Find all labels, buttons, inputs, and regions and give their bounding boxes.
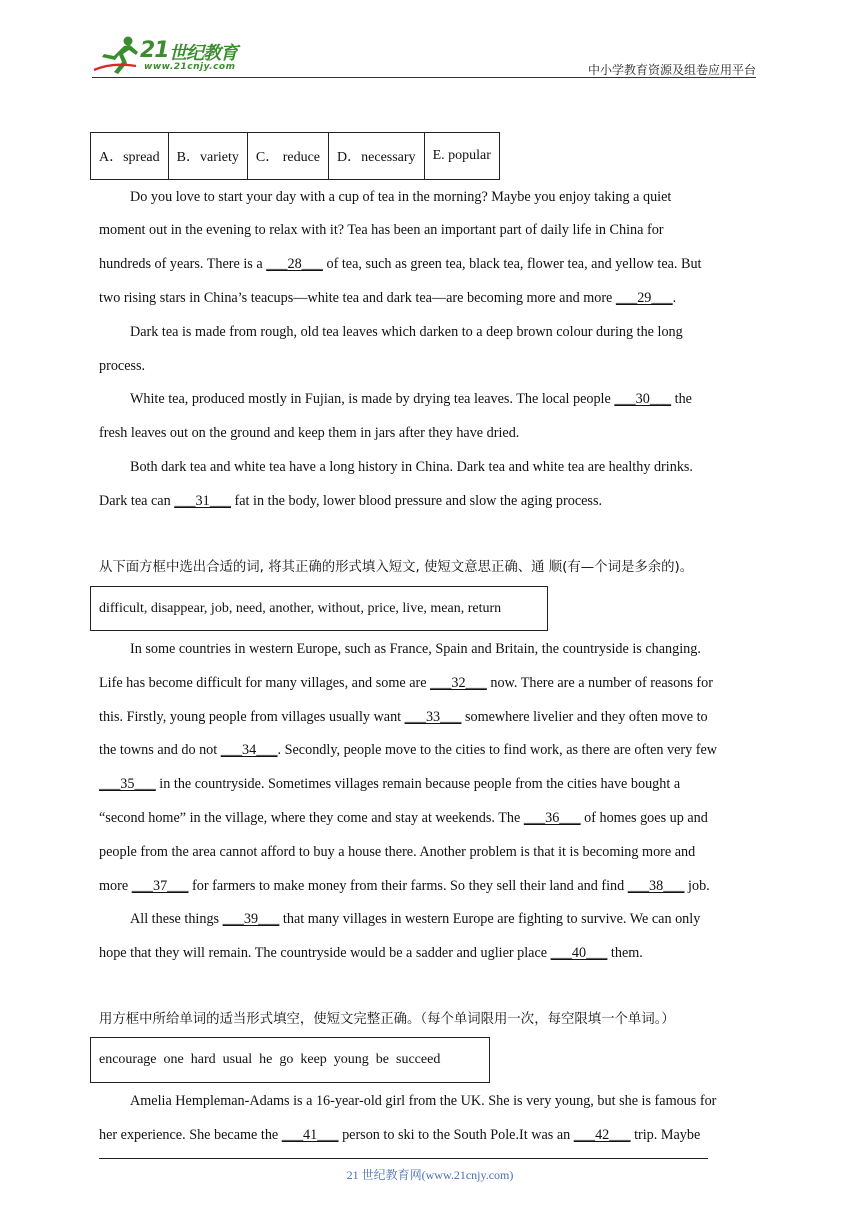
section2-word-box: difficult, disappear, job, need, another, without, price, live, mean, return bbox=[90, 586, 548, 631]
choice-word-table bbox=[90, 132, 500, 180]
page-header bbox=[92, 34, 756, 78]
blank-30[interactable]: ___30___ bbox=[614, 391, 672, 407]
blank-40[interactable]: ___40___ bbox=[550, 945, 608, 961]
passage-line bbox=[99, 741, 717, 759]
section2-instruction: 从下面方框中选出合适的词, 将其正确的形式填入短文, 使短文意思正确、通 顺(有—个词是多余的)。 bbox=[99, 560, 694, 575]
footer-divider bbox=[99, 1158, 708, 1159]
choice-e: E. popular bbox=[424, 133, 499, 180]
passage-line bbox=[130, 390, 692, 408]
text-run: person to ski to the South Pole.It was an bbox=[338, 1127, 574, 1143]
text-run: for farmers to make money from their farms. So they sell their land and find bbox=[188, 878, 628, 894]
choice-row bbox=[91, 133, 500, 180]
logo-number: 21 bbox=[140, 38, 169, 63]
passage-line: Do you love to start your day with a cup of tea in the morning? Maybe you enjoy taking a quiet bbox=[130, 189, 672, 205]
text-run: that many villages in western Europe are fighting to survive. We can only bbox=[279, 911, 701, 927]
choice-b: B．variety bbox=[168, 133, 247, 180]
blank-41[interactable]: ___41___ bbox=[281, 1127, 339, 1143]
choice-c: C． reduce bbox=[247, 133, 328, 180]
passage-line bbox=[99, 674, 713, 692]
text-run: All these things bbox=[130, 911, 223, 927]
choice-a: A．spread bbox=[91, 133, 169, 180]
text-run: . bbox=[672, 290, 677, 306]
text-run: Dark tea can bbox=[99, 493, 175, 509]
blank-31[interactable]: ___31___ bbox=[174, 493, 231, 509]
text-run: White tea, produced mostly in Fujian, is made by drying tea leaves. The local people bbox=[130, 391, 615, 407]
section3-word-box: encourage one hard usual he go keep young be succeed bbox=[90, 1037, 490, 1083]
logo-url: www.21cnjy.com bbox=[144, 62, 236, 72]
blank-33[interactable]: ___33___ bbox=[404, 709, 462, 725]
logo-name: 世纪教育 bbox=[169, 43, 237, 64]
text-run: somewhere livelier and they often move to bbox=[461, 709, 708, 725]
text-run: now. There are a number of reasons for bbox=[486, 675, 713, 691]
passage-line: Both dark tea and white tea have a long history in China. Dark tea and white tea are healthy drinks. bbox=[130, 459, 693, 475]
text-run: of tea, such as green tea, black tea, flower tea, and yellow tea. But bbox=[322, 256, 702, 272]
passage-line bbox=[99, 492, 602, 510]
blank-28[interactable]: ___28___ bbox=[266, 256, 323, 272]
text-run: Life has become difficult for many villages, and some are bbox=[99, 675, 431, 691]
passage-line bbox=[99, 289, 676, 307]
text-run: this. Firstly, young people from villages usually want bbox=[99, 709, 405, 725]
text-run: them. bbox=[607, 945, 643, 961]
text-run: more bbox=[99, 878, 132, 894]
text-run: trip. Maybe bbox=[630, 1127, 701, 1143]
passage-line: In some countries in western Europe, such as France, Spain and Britain, the countryside is changing. bbox=[130, 641, 701, 657]
text-run: “second home” in the village, where they come and stay at weekends. The bbox=[99, 810, 524, 826]
platform-title: 中小学教育资源及组卷应用平台 bbox=[587, 63, 756, 77]
runner-logo-icon bbox=[92, 34, 146, 76]
text-run: the towns and do not bbox=[99, 742, 221, 758]
text-run: hundreds of years. There is a bbox=[99, 256, 267, 272]
passage-line: moment out in the evening to relax with it? Tea has been an important part of daily life in China for bbox=[99, 222, 664, 238]
passage-line: Amelia Hempleman-Adams is a 16-year-old girl from the UK. She is very young, but she is famous for bbox=[130, 1093, 717, 1109]
passage-line bbox=[99, 255, 702, 273]
blank-34[interactable]: ___34___ bbox=[220, 742, 278, 758]
text-run: her experience. She became the bbox=[99, 1127, 282, 1143]
blank-32[interactable]: ___32___ bbox=[430, 675, 487, 691]
text-run: in the countryside. Sometimes villages remain because people from the cities have bought a bbox=[155, 776, 681, 792]
passage-line bbox=[99, 775, 680, 793]
blank-37[interactable]: ___37___ bbox=[131, 878, 189, 894]
site-logo[interactable] bbox=[92, 34, 272, 76]
choice-d: D．necessary bbox=[329, 133, 425, 180]
blank-42[interactable]: ___42___ bbox=[573, 1127, 631, 1143]
passage-line: process. bbox=[99, 358, 146, 374]
passage-line bbox=[99, 877, 710, 895]
blank-29[interactable]: ___29___ bbox=[615, 290, 673, 306]
passage-line bbox=[99, 809, 708, 827]
text-run: . Secondly, people move to the cities to find work, as there are often very few bbox=[277, 742, 718, 758]
passage-line: Dark tea is made from rough, old tea leaves which darken to a deep brown colour during the long bbox=[130, 324, 683, 340]
text-run: of homes goes up and bbox=[580, 810, 708, 826]
section3-instruction: 用方框中所给单词的适当形式填空，使短文完整正确。（每个单词限用一次，每空限填一个单词。） bbox=[99, 1012, 675, 1027]
blank-39[interactable]: ___39___ bbox=[222, 911, 280, 927]
passage-line bbox=[130, 910, 700, 928]
text-run: two rising stars in China’s teacups—white tea and dark tea—are becoming more and more bbox=[99, 290, 616, 306]
blank-36[interactable]: ___36___ bbox=[523, 810, 581, 826]
passage-line bbox=[99, 708, 708, 726]
text-run: fat in the body, lower blood pressure and slow the aging process. bbox=[230, 493, 603, 509]
passage-line bbox=[99, 1126, 700, 1144]
passage-line: people from the area cannot afford to buy a house there. Another problem is that it is becoming more and bbox=[99, 844, 696, 860]
text-run: job. bbox=[684, 878, 710, 894]
blank-38[interactable]: ___38___ bbox=[627, 878, 685, 894]
footer-link[interactable]: 21 世纪教育网(www.21cnjy.com) bbox=[346, 1168, 514, 1182]
passage-line: fresh leaves out on the ground and keep them in jars after they have dried. bbox=[99, 425, 520, 441]
text-run: hope that they will remain. The countryside would be a sadder and uglier place bbox=[99, 945, 551, 961]
blank-35[interactable]: ___35___ bbox=[99, 776, 156, 792]
passage-line bbox=[99, 944, 643, 962]
text-run: the bbox=[671, 391, 692, 407]
